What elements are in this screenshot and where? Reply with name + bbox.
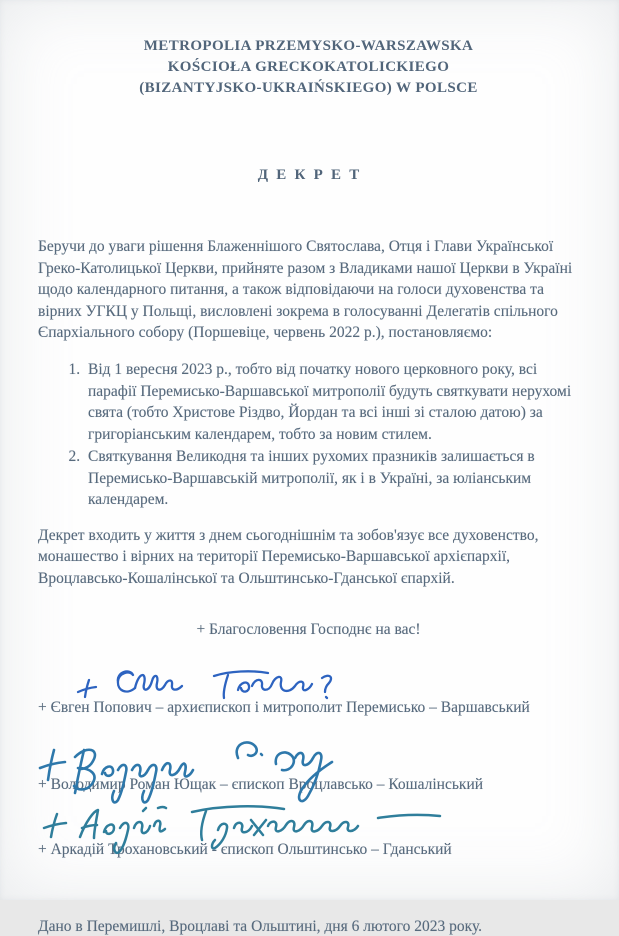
signatory-name-3: + Аркадій Трохановський - єпископ Ольштинсько – Гданський [38, 841, 452, 858]
letterhead-line-2: KOŚCIOŁA GRECKOKATOLICKIEGO [167, 59, 450, 75]
signature-block-3 [38, 839, 579, 860]
signature-block-2 [38, 774, 579, 795]
date-place-line: Дано в Перемишлі, Вроцлаві та Ольштині, дня 6 лютого 2023 року. [38, 918, 483, 935]
signatory-name-2: + Володимир Роман Ющак – єпископ Вроцлавсько – Кошалінський [38, 776, 484, 793]
decree-item-1: 1. Від 1 вересня 2023 р., тобто від початку нового церковного року, всі парафії Перемисько-Варшавської митрополії будуть святкувати нерухомі свята (тобто Христове Різдво, Йордан та всі інші зі сталою датою) за григоріанським календарем, тобто за новим стилем. [84, 359, 579, 445]
letterhead-line-3: (BIZANTYJSKO-UKRAIŃSKIEGO) W POLSCE [139, 80, 478, 96]
decree-item-2: 2. Святкування Великодня та інших рухомих празників залишається в Перемисько-Варшавській митрополії, як і в Україні, за юліанським календарем. [84, 446, 579, 511]
document-title: ДЕКРЕТ [257, 167, 368, 183]
signature-block-1 [38, 697, 579, 718]
signatory-name-1: + Євген Попович – архиєпископ і митрополит Перемисько – Варшавський [38, 699, 530, 716]
decree-list [38, 359, 579, 511]
closing-paragraph: Декрет входить у життя з днем сьогоднішнім та зобов'язує все духовенство, монашество і вірних на території Перемисько-Варшавської архієпархії, Вроцлавсько-Кошалінської та Ольштинсько-Гданської єпархій. [38, 526, 539, 587]
handwritten-signature-volodymyr-yushchak-ink [32, 734, 372, 808]
intro-paragraph: Беручи до уваги рішення Блаженнішого Святослава, Отця і Глави Української Греко-Католицької Церкви, прийняте разом з Владиками нашої Церкви в Україні щодо календарного питання, а також відповідаючи на голоси духовенства та вірних УГКЦ у Польщі, висловлені зокрема в голосуванні Делегатів спільного Єпархіального собору (Поршевіце, червень 2022 р.), постановляємо: [38, 238, 573, 341]
letterhead [38, 36, 579, 99]
letterhead-line-1: METROPOLIA PRZEMYSKO-WARSZAWSKA [143, 38, 474, 54]
blessing-line: + Благословення Господнє на вас! [196, 621, 421, 638]
